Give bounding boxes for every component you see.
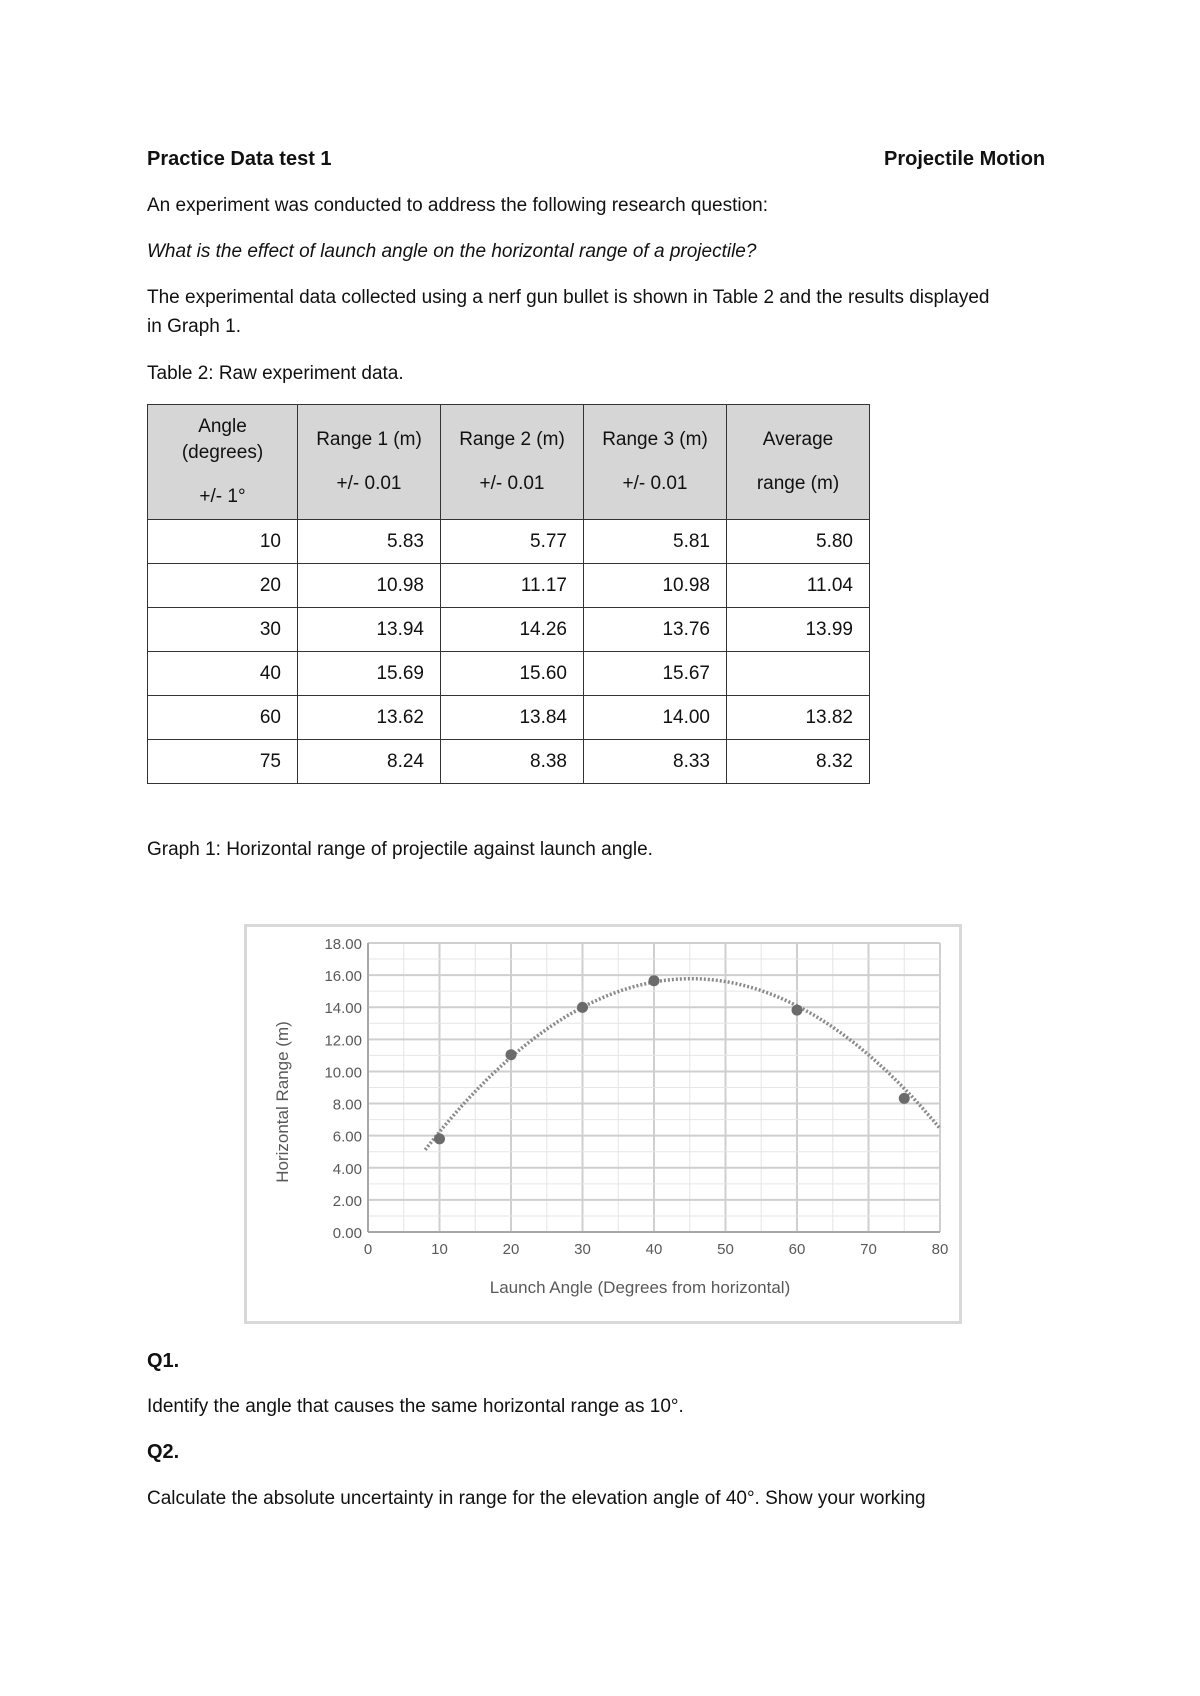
y-axis-label: Horizontal Range (m) [273, 1021, 292, 1183]
cell-range2: 15.60 [441, 652, 584, 696]
x-tick-label: 30 [574, 1241, 591, 1258]
y-tick-label: 14.00 [324, 1000, 362, 1018]
cell-range2: 11.17 [441, 564, 584, 608]
y-tick-label: 8.00 [332, 1096, 362, 1114]
cell-angle: 75 [148, 740, 298, 784]
y-tick-label: 4.00 [332, 1160, 362, 1178]
y-tick-label: 12.00 [324, 1032, 362, 1050]
data-point [506, 1049, 517, 1060]
cell-range2: 14.26 [441, 608, 584, 652]
y-tick-label: 16.00 [324, 968, 362, 986]
cell-average: 13.82 [727, 696, 870, 740]
header-angle [148, 405, 298, 520]
trendline-path [425, 979, 940, 1150]
x-tick-label: 10 [431, 1241, 448, 1258]
cell-range3: 10.98 [584, 564, 727, 608]
data-point [649, 975, 660, 986]
table-row [148, 696, 870, 740]
y-tick-label: 10.00 [324, 1064, 362, 1082]
header-range3-l2: Range 3 (m) [602, 429, 708, 450]
header-range1-l3: +/- 0.01 [336, 473, 402, 494]
topic-title: Projectile Motion [884, 148, 1046, 170]
research-question: What is the effect of launch angle on the horizontal range of a projectile? [147, 241, 757, 262]
trendline [425, 979, 940, 1150]
header-average [727, 405, 870, 520]
intro-line: An experiment was conducted to address the following research question: [147, 195, 769, 216]
x-axis-ticks [364, 1241, 949, 1258]
cell-range3: 13.76 [584, 608, 727, 652]
x-tick-label: 40 [645, 1241, 663, 1258]
header-range3-l3: +/- 0.01 [622, 473, 688, 494]
header-angle-l1: Angle [198, 416, 247, 437]
cell-range1: 8.24 [298, 740, 441, 784]
x-tick-label: 60 [788, 1241, 806, 1258]
table-row [148, 564, 870, 608]
description-line-2: in Graph 1. [147, 316, 241, 337]
question-1-label: Q1. [147, 1350, 180, 1372]
cell-angle: 10 [148, 520, 298, 564]
header-angle-l2: (degrees) [181, 442, 264, 463]
header-range1 [298, 405, 441, 520]
question-2-label: Q2. [147, 1441, 180, 1463]
header-range1-l2: Range 1 (m) [316, 429, 422, 450]
cell-range2: 8.38 [441, 740, 584, 784]
question-1-text: Identify the angle that causes the same horizontal range as 10°. [147, 1396, 684, 1417]
range-vs-angle-chart [247, 927, 959, 1321]
cell-average: 8.32 [727, 740, 870, 784]
description-line-1: The experimental data collected using a nerf gun bullet is shown in Table 2 and the results displayed [147, 287, 990, 308]
cell-range3: 14.00 [584, 696, 727, 740]
data-table [147, 404, 870, 784]
graph-caption: Graph 1: Horizontal range of projectile against launch angle. [147, 839, 653, 860]
cell-range1: 5.83 [298, 520, 441, 564]
table-header-row [148, 405, 870, 520]
cell-average: 11.04 [727, 564, 870, 608]
table-row [148, 608, 870, 652]
cell-angle: 20 [148, 564, 298, 608]
cell-range2: 13.84 [441, 696, 584, 740]
document-title: Practice Data test 1 [147, 148, 332, 170]
header-range2-l2: Range 2 (m) [459, 429, 565, 450]
data-point [899, 1093, 910, 1104]
y-tick-label: 2.00 [332, 1192, 362, 1210]
header-average-l3: range (m) [756, 473, 840, 494]
table-caption: Table 2: Raw experiment data. [147, 363, 404, 384]
header-range2 [441, 405, 584, 520]
data-points [434, 975, 910, 1144]
cell-range2: 5.77 [441, 520, 584, 564]
header-range2-l3: +/- 0.01 [479, 473, 545, 494]
y-tick-label: 0.00 [332, 1225, 362, 1242]
cell-angle: 40 [148, 652, 298, 696]
cell-range1: 13.94 [298, 608, 441, 652]
data-point [434, 1133, 445, 1144]
table-row [148, 740, 870, 784]
x-tick-label: 70 [860, 1241, 877, 1258]
cell-range3: 8.33 [584, 740, 727, 784]
cell-angle: 60 [148, 696, 298, 740]
x-axis-label: Launch Angle (Degrees from horizontal) [489, 1278, 791, 1297]
header-range3 [584, 405, 727, 520]
cell-range1: 10.98 [298, 564, 441, 608]
question-2-text: Calculate the absolute uncertainty in range for the elevation angle of 40°. Show your working [147, 1488, 926, 1509]
data-point [792, 1005, 803, 1016]
data-point [577, 1002, 588, 1013]
y-axis-ticks [324, 936, 362, 1242]
cell-angle: 30 [148, 608, 298, 652]
y-tick-label: 18.00 [324, 936, 362, 953]
cell-average: 13.99 [727, 608, 870, 652]
cell-average [727, 652, 870, 696]
table-row [148, 652, 870, 696]
cell-range3: 15.67 [584, 652, 727, 696]
cell-range1: 15.69 [298, 652, 441, 696]
x-tick-label: 80 [931, 1241, 949, 1258]
chart-frame [244, 924, 962, 1324]
x-tick-label: 20 [502, 1241, 520, 1258]
x-tick-label: 0 [363, 1241, 373, 1258]
cell-average: 5.80 [727, 520, 870, 564]
header-angle-l3: +/- 1° [199, 486, 246, 507]
cell-range3: 5.81 [584, 520, 727, 564]
chart-grid [368, 943, 940, 1232]
y-tick-label: 6.00 [332, 1128, 362, 1146]
header-average-l2: Average [762, 429, 834, 450]
table-row [148, 520, 870, 564]
x-tick-label: 50 [717, 1241, 734, 1258]
cell-range1: 13.62 [298, 696, 441, 740]
